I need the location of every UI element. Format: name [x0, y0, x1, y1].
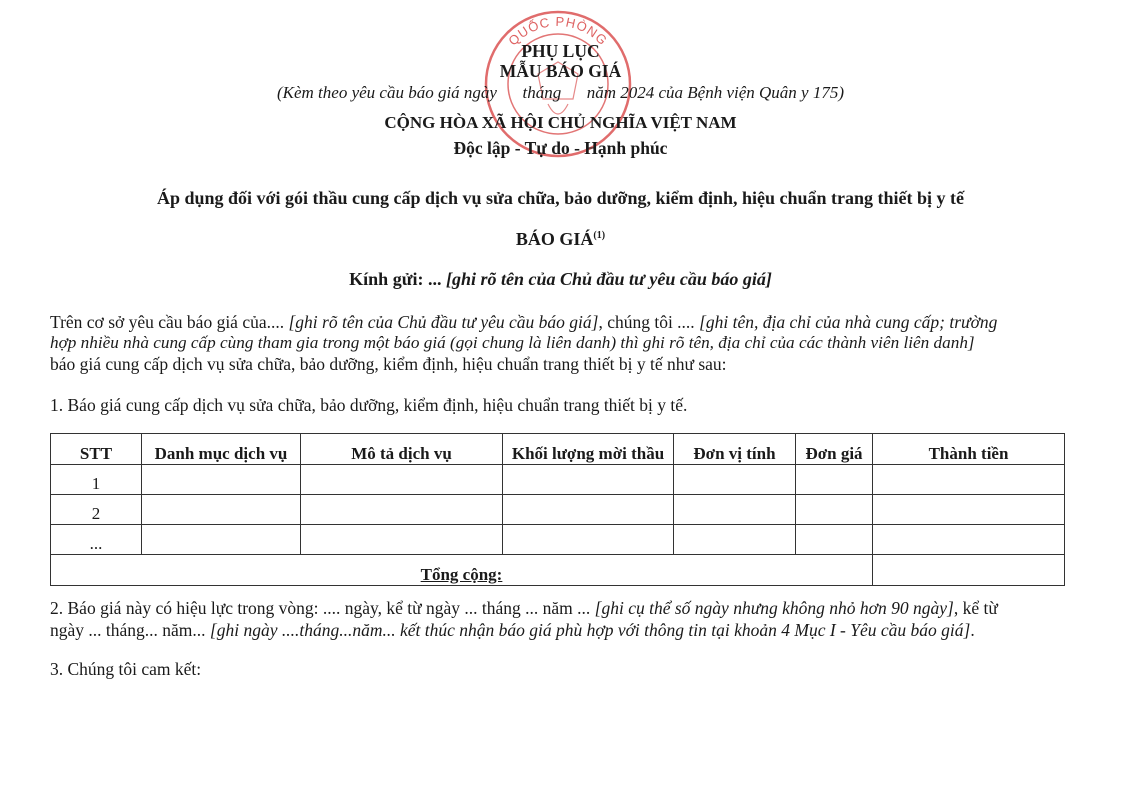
attachment-note: (Kèm theo yêu cầu báo giá ngày tháng năm 2024 của Bệnh viện Quân y 175) — [276, 83, 845, 102]
quote-table — [50, 433, 1065, 586]
recipient-label: Kính gửi: ... — [349, 269, 442, 289]
section-1-heading: 1. Báo giá cung cấp dịch vụ sửa chữa, bảo dưỡng, kiểm định, hiệu chuẩn trang thiết bị y tế. — [50, 395, 688, 415]
cell-service-list[interactable] — [142, 465, 301, 495]
row-stt: 1 — [51, 465, 142, 495]
cell-unit[interactable] — [674, 525, 796, 555]
cell-unit-price[interactable] — [796, 525, 873, 555]
cell-unit-price[interactable] — [796, 465, 873, 495]
col-header-unit: Đơn vị tính — [674, 434, 796, 465]
cell-service-list[interactable] — [142, 495, 301, 525]
intro-line-2: hợp nhiều nhà cung cấp cùng tham gia trong một báo giá (gọi chung là liên danh) thì ghi rõ tên, địa chỉ của các thành viên liên danh] — [50, 333, 975, 352]
cell-quantity[interactable] — [503, 525, 674, 555]
col-header-service-desc: Mô tả dịch vụ — [301, 434, 503, 465]
cell-service-desc[interactable] — [301, 465, 503, 495]
cell-service-desc[interactable] — [301, 525, 503, 555]
republic-title: CỘNG HÒA XÃ HỘI CHỦ NGHĨA VIỆT NAM — [384, 113, 737, 132]
col-header-service-list: Danh mục dịch vụ — [142, 434, 301, 465]
col-header-amount: Thành tiền — [873, 434, 1065, 465]
cell-unit[interactable] — [674, 495, 796, 525]
table-row — [51, 525, 1065, 555]
intro-line-1: Trên cơ sở yêu cầu báo giá của.... [ghi rõ tên của Chủ đầu tư yêu cầu báo giá], chúng tôi .... [ghi tên, địa chỉ của nhà cung cấp; trường — [50, 312, 998, 332]
quote-title: BÁO GIÁ$^{(1)}$ — [515, 229, 606, 249]
cell-amount[interactable] — [873, 465, 1065, 495]
section-2-line-1: 2. Báo giá này có hiệu lực trong vòng: .... ngày, kể từ ngày ... tháng ... năm ... [ghi cụ thể số ngày nhưng không nhỏ hơn 90 ngày], kể từ — [50, 598, 998, 618]
scope-statement: Áp dụng đối với gói thầu cung cấp dịch vụ sửa chữa, bảo dưỡng, kiểm định, hiệu chuẩn trang thiết bị y tế — [156, 188, 965, 208]
footnote-ref: (1) — [593, 230, 606, 241]
cell-service-desc[interactable] — [301, 495, 503, 525]
intro-line-3: báo giá cung cấp dịch vụ sửa chữa, bảo dưỡng, kiểm định, hiệu chuẩn trang thiết bị y tế như sau: — [50, 354, 727, 374]
table-row — [51, 495, 1065, 525]
cell-unit[interactable] — [674, 465, 796, 495]
appendix-title: PHỤ LỤC — [521, 41, 600, 61]
cell-amount[interactable] — [873, 495, 1065, 525]
cell-unit-price[interactable] — [796, 495, 873, 525]
national-motto: Độc lập - Tự do - Hạnh phúc — [453, 138, 668, 158]
table-total-row — [51, 555, 1065, 586]
row-stt: ... — [51, 525, 142, 555]
recipient-line — [0, 269, 1121, 290]
table-header-row — [51, 434, 1065, 465]
total-label: Tổng cộng: — [420, 565, 503, 584]
section-2-line-2: ngày ... tháng... năm... [ghi ngày ....tháng...năm... kết thúc nhận báo giá phù hợp với thông tin tại khoản 4 Mục I - Yêu cầu báo giá]. — [50, 620, 975, 640]
col-header-stt: STT — [51, 434, 142, 465]
cell-total-amount[interactable] — [873, 555, 1065, 586]
cell-quantity[interactable] — [503, 465, 674, 495]
cell-quantity[interactable] — [503, 495, 674, 525]
form-title: MẪU BÁO GIÁ — [499, 61, 622, 81]
row-stt: 2 — [51, 495, 142, 525]
col-header-unit-price: Đơn giá — [796, 434, 873, 465]
cell-amount[interactable] — [873, 525, 1065, 555]
table-row — [51, 465, 1065, 495]
recipient-hint: [ghi rõ tên của Chủ đầu tư yêu cầu báo giá] — [446, 269, 772, 289]
stamp-text: QUỐC PHÒNG — [505, 13, 611, 49]
cell-service-list[interactable] — [142, 525, 301, 555]
section-3-heading: 3. Chúng tôi cam kết: — [50, 659, 202, 679]
col-header-quantity: Khối lượng mời thầu — [503, 434, 674, 465]
